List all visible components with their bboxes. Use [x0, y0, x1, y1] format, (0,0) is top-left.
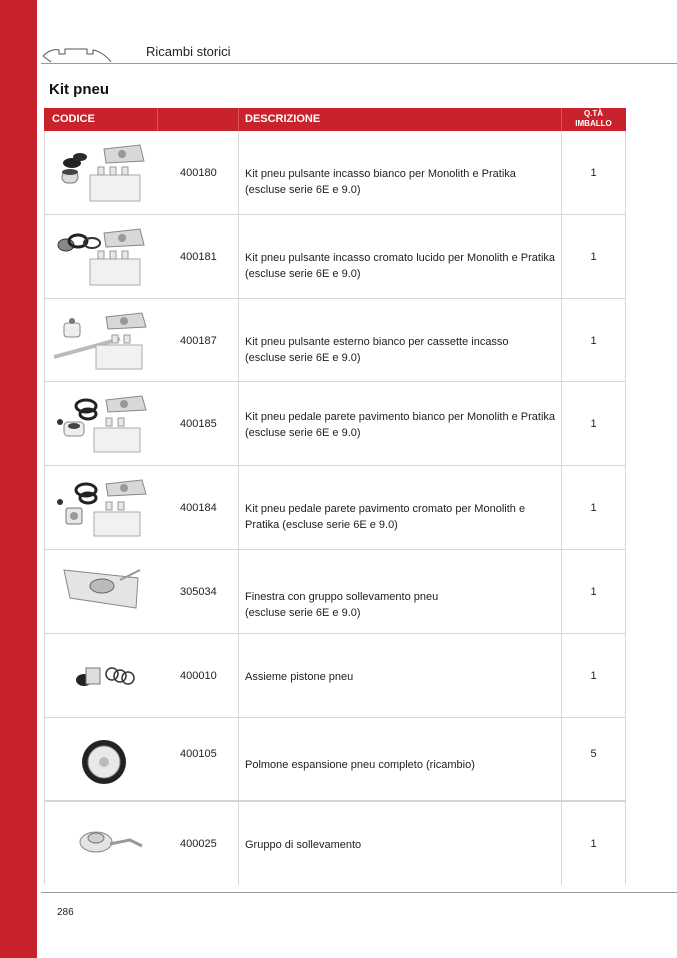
column-divider	[238, 634, 239, 717]
column-divider	[238, 718, 239, 801]
description-line: Polmone espansione pneu completo (ricambio)	[245, 758, 475, 771]
kit-pedale-cromato-image	[50, 476, 156, 540]
description-line: (escluse serie 6E e 9.0)	[245, 427, 361, 440]
section-title: Ricambi storici	[146, 44, 231, 59]
table-row	[44, 466, 626, 550]
description-line: Finestra con gruppo sollevamento pneu	[245, 590, 439, 603]
product-quantity: 1	[590, 250, 597, 263]
table-row	[44, 299, 626, 383]
description-line: Kit pneu pedale parete pavimento bianco per Monolith e Pratika	[245, 411, 556, 424]
brand-logo-icon	[41, 44, 113, 64]
product-code: 400187	[180, 334, 217, 347]
kit-pedale-bianco-image	[50, 392, 156, 456]
column-divider	[238, 382, 239, 465]
polmone-image	[50, 728, 156, 792]
header-separator	[157, 108, 158, 131]
header-description: DESCRIZIONE	[245, 113, 321, 125]
product-description	[245, 669, 565, 685]
product-code: 400180	[180, 167, 217, 179]
product-description	[245, 837, 565, 853]
product-quantity: 1	[590, 585, 597, 598]
description-line: (escluse serie 6E e 9.0)	[245, 351, 361, 364]
product-quantity: 1	[590, 502, 597, 515]
page-title: Kit pneu	[49, 81, 109, 98]
page-number: 286	[57, 907, 74, 918]
column-divider	[238, 215, 239, 298]
table-row	[44, 550, 626, 634]
header-quantity-line2: IMBALLO	[575, 119, 612, 128]
product-description	[245, 166, 565, 198]
kit-pulsante-incasso-bianco-image	[50, 141, 156, 205]
header-code: CODICE	[52, 113, 95, 125]
column-divider	[238, 550, 239, 633]
description-line: Kit pneu pulsante incasso cromato lucido per Monolith e Pratika	[245, 251, 556, 264]
product-code: 400181	[180, 250, 217, 263]
header-quantity-line1: Q.TÀ	[583, 109, 604, 118]
table-row	[44, 382, 626, 466]
description-line: (escluse serie 6E e 9.0)	[245, 184, 361, 196]
column-divider	[238, 131, 239, 214]
column-divider	[238, 299, 239, 382]
pistone-image	[50, 644, 156, 708]
kit-pulsante-esterno-image	[50, 309, 156, 373]
column-divider	[238, 466, 239, 549]
description-line: (escluse serie 6E e 9.0)	[245, 606, 361, 619]
table-header	[44, 108, 626, 131]
description-line: Gruppo di sollevamento	[245, 839, 362, 852]
gruppo-sollevamento-image	[50, 812, 156, 876]
product-description	[245, 334, 565, 366]
kit-pulsante-incasso-cromato-image	[50, 225, 156, 289]
table-row	[44, 215, 626, 299]
product-code: 400025	[180, 838, 217, 851]
table-row	[44, 131, 626, 215]
product-description	[245, 250, 565, 282]
product-description	[245, 409, 565, 441]
product-quantity: 5	[590, 747, 597, 760]
footer-divider	[41, 892, 677, 893]
product-description	[245, 589, 565, 621]
product-quantity: 1	[590, 669, 597, 682]
description-line: Kit pneu pulsante incasso bianco per Monolith e Pratika	[245, 168, 516, 180]
product-description	[245, 757, 565, 773]
table-row	[44, 634, 626, 718]
product-quantity: 1	[590, 418, 597, 431]
description-line: Pratika (escluse serie 6E e 9.0)	[245, 519, 398, 532]
product-code: 400105	[180, 747, 217, 760]
description-line: Assieme pistone pneu	[245, 670, 354, 683]
description-line: Kit pneu pedale parete pavimento cromato per Monolith e	[245, 503, 526, 516]
table-row	[44, 718, 626, 802]
header-divider	[41, 63, 677, 64]
product-quantity: 1	[590, 838, 597, 851]
column-divider	[238, 802, 239, 885]
side-color-bar	[0, 0, 37, 958]
description-line: (escluse serie 6E e 9.0)	[245, 267, 361, 280]
product-code: 400185	[180, 418, 217, 431]
product-code: 305034	[180, 585, 217, 598]
product-quantity: 1	[590, 167, 597, 179]
product-quantity: 1	[590, 334, 597, 347]
product-code: 400010	[180, 669, 217, 682]
table-row	[44, 801, 626, 885]
finestra-sollevamento-image	[50, 560, 156, 624]
description-line: Kit pneu pulsante esterno bianco per cassette incasso	[245, 335, 509, 348]
product-description	[245, 501, 565, 533]
header-separator	[238, 108, 239, 131]
header-quantity	[561, 109, 626, 129]
product-code: 400184	[180, 502, 217, 515]
product-table	[44, 131, 626, 885]
